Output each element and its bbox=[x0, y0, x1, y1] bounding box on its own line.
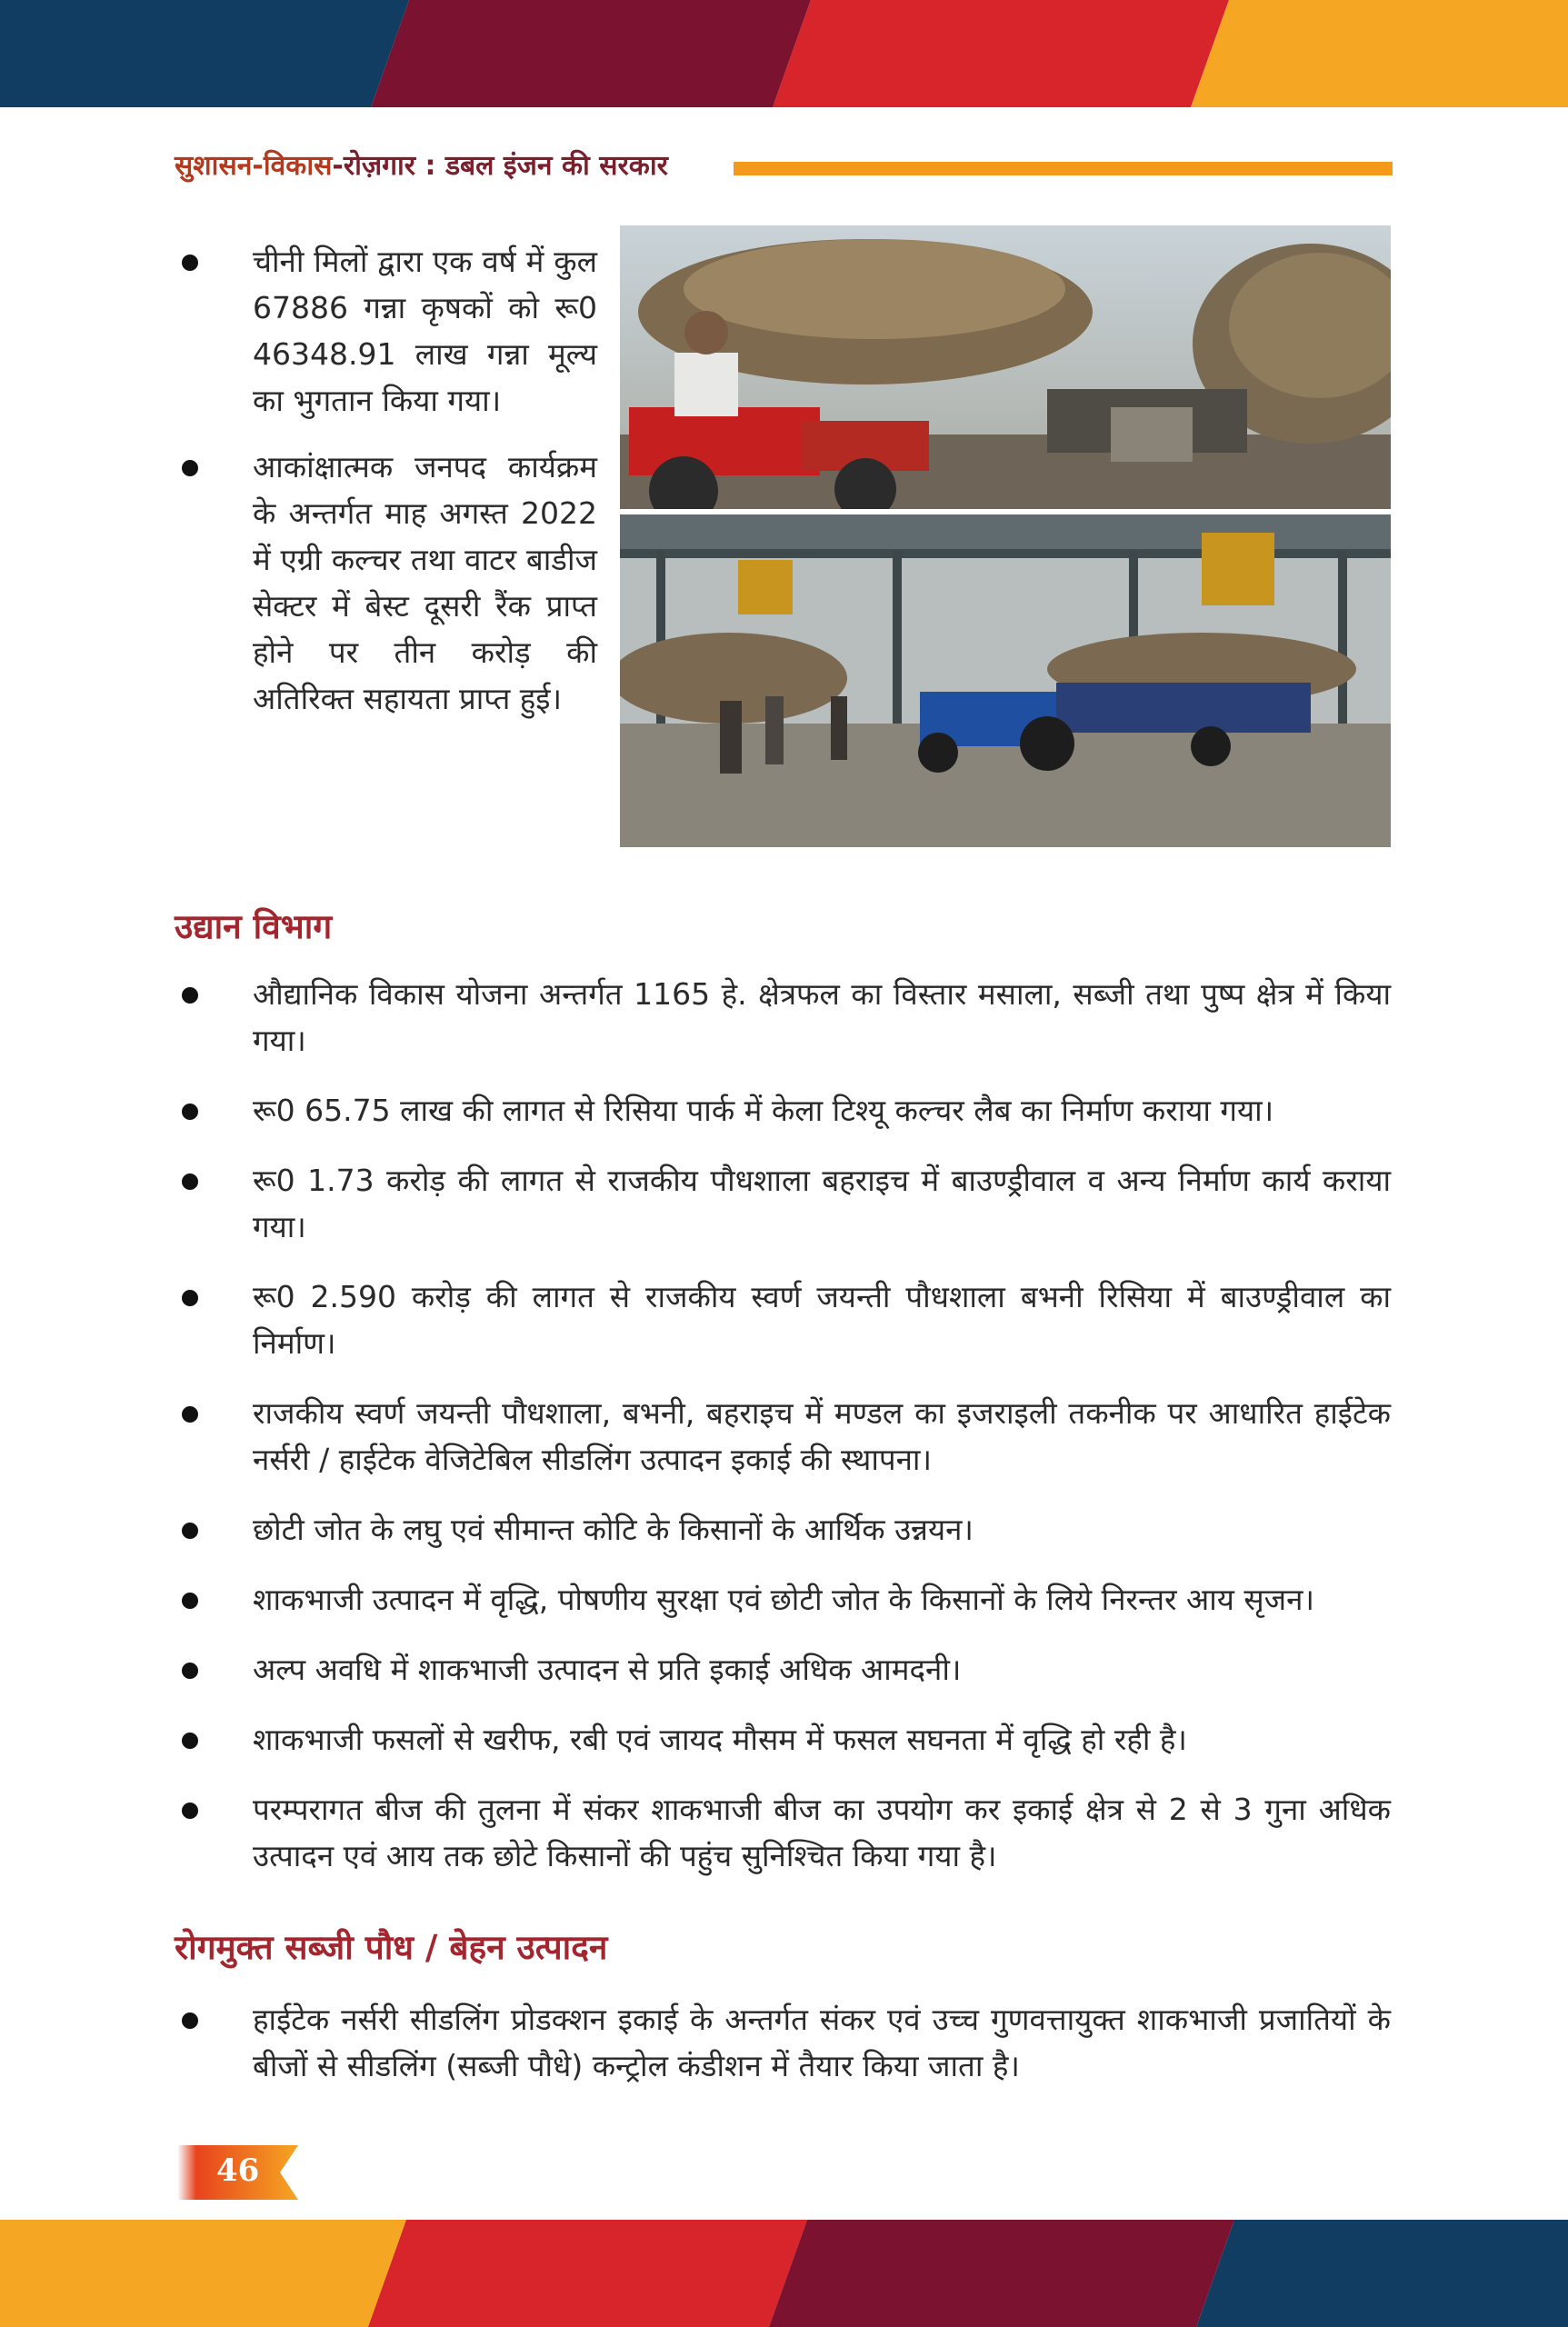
bullet-icon bbox=[182, 2012, 198, 2029]
list-item: रू0 1.73 करोड़ की लागत से राजकीय पौधशाला बहराइच में बाउण्ड्रीवाल व अन्य निर्माण कार्य कराया गया। bbox=[175, 1157, 1391, 1250]
header-title: सुशासन-विकास-रोज़गार : डबल इंजन की सरकार bbox=[175, 150, 668, 182]
bullet-icon bbox=[182, 460, 198, 476]
bullet-icon bbox=[182, 1733, 198, 1749]
bullet-icon bbox=[182, 1663, 198, 1679]
udyan-bullet-list bbox=[175, 971, 1391, 1903]
band-red bbox=[368, 2220, 807, 2327]
bullet-icon bbox=[182, 1406, 198, 1423]
list-item: रू0 2.590 करोड़ की लागत से राजकीय स्वर्ण जयन्ती पौधशाला बभनी रिसिया में बाउण्ड्रीवाल का निर्माण। bbox=[175, 1273, 1391, 1366]
list-item: शाकभाजी उत्पादन में वृद्धि, पोषणीय सुरक्षा एवं छोटी जोत के किसानों के लिये निरन्तर आय सृजन। bbox=[175, 1576, 1391, 1623]
list-item: चीनी मिलों द्वारा एक वर्ष में कुल 67886 गन्ना कृषकों को रू0 46348.91 लाख गन्ना मूल्य का भुगतान किया गया। bbox=[175, 238, 597, 424]
bullet-icon bbox=[182, 1104, 198, 1120]
band-navy bbox=[1196, 2220, 1568, 2327]
list-item: अल्प अवधि में शाकभाजी उत्पादन से प्रति इकाई अधिक आमदनी। bbox=[175, 1646, 1391, 1693]
rogmukt-bullet-list bbox=[175, 1996, 1391, 2089]
list-item: शाकभाजी फसलों से खरीफ, रबी एवं जायद मौसम में फसल सघनता में वृद्धि हो रही है। bbox=[175, 1716, 1391, 1763]
list-item: राजकीय स्वर्ण जयन्ती पौधशाला, बभनी, बहराइच में मण्डल का इजराइली तकनीक पर आधारित हाईटेक नर्सरी / हाईटेक वेजिटेबिल सीडलिंग उत्पादन इकाई की स्थापना। bbox=[175, 1390, 1391, 1483]
list-item: आकांक्षात्मक जनपद कार्यक्रम के अन्तर्गत माह अगस्त 2022 में एग्री कल्चर तथा वाटर बाडीज सेक्टर में बेस्ट दूसरी रैंक प्राप्त होने पर तीन करोड़ की अतिरिक्त सहायता प्राप्त हुई। bbox=[175, 444, 597, 722]
section-heading-udyan: उद्यान विभाग bbox=[175, 907, 333, 946]
bullet-icon bbox=[182, 1290, 198, 1306]
bullet-icon bbox=[182, 987, 198, 1004]
section-heading-rogmukt: रोगमुक्त सब्जी पौध / बेहन उत्पादन bbox=[175, 1928, 608, 1967]
band-orange bbox=[0, 2220, 406, 2327]
bullet-icon bbox=[182, 1593, 198, 1609]
band-maroon bbox=[769, 2220, 1234, 2327]
list-item: छोटी जोत के लघु एवं सीमान्त कोटि के किसानों के आर्थिक उन्नयन। bbox=[175, 1506, 1391, 1553]
page-number-badge bbox=[178, 2145, 305, 2200]
list-item: हाईटेक नर्सरी सीडलिंग प्रोडक्शन इकाई के अन्तर्गत संकर एवं उच्च गुणवत्तायुक्त शाकभाजी प्रजातियों के बीजों से सीडलिंग (सब्जी पौधे) कन्ट्रोल कंडीशन में तैयार किया जाता है। bbox=[175, 1996, 1391, 2089]
bullet-icon bbox=[182, 255, 198, 271]
intro-bullet-list bbox=[175, 238, 597, 742]
band-orange bbox=[1191, 0, 1568, 107]
bullet-icon bbox=[182, 1173, 198, 1190]
sugarcane-yard-photo bbox=[620, 514, 1391, 847]
bullet-icon bbox=[182, 1523, 198, 1539]
band-navy bbox=[0, 0, 409, 107]
sugarcane-tractor-photo bbox=[620, 225, 1391, 509]
list-item: रू0 65.75 लाख की लागत से रिसिया पार्क में केला टिश्यू कल्चर लैब का निर्माण कराया गया। bbox=[175, 1087, 1391, 1134]
page-number: 46 bbox=[216, 2152, 260, 2189]
bullet-icon bbox=[182, 1803, 198, 1819]
bottom-color-band bbox=[0, 2220, 1568, 2327]
running-header bbox=[175, 145, 1393, 187]
band-maroon bbox=[371, 0, 811, 107]
list-item: औद्यानिक विकास योजना अन्तर्गत 1165 हे. क्षेत्रफल का विस्तार मसाला, सब्जी तथा पुष्प क्षेत्र में किया गया। bbox=[175, 971, 1391, 1064]
list-item: परम्परागत बीज की तुलना में संकर शाकभाजी बीज का उपयोग कर इकाई क्षेत्र से 2 से 3 गुना अधिक उत्पादन एवं आय तक छोटे किसानों की पहुंच सुनिश्चित किया गया है। bbox=[175, 1786, 1391, 1879]
header-rule bbox=[734, 162, 1393, 175]
band-red bbox=[773, 0, 1229, 107]
top-color-band bbox=[0, 0, 1568, 107]
